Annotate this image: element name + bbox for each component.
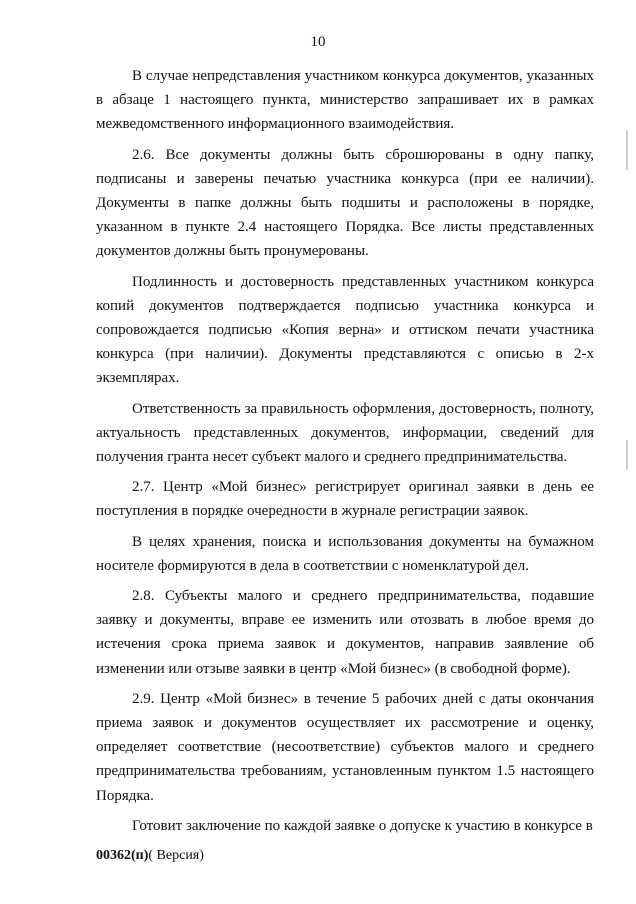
document-footer — [96, 848, 204, 864]
scan-edge-mark — [626, 440, 628, 470]
paragraph-2-6: 2.6. Все документы должны быть сброшюрованы в одну папку, подписаны и заверены печатью участника конкурса (при ее наличии). Документы в папке должны быть подшиты и расположены в порядке, указанном в пункте 2.4 настоящего Порядка. Все листы представленных документов должны быть пронумерованы. — [96, 146, 594, 260]
body-text — [96, 64, 594, 844]
paragraph-2-9: 2.9. Центр «Мой бизнес» в течение 5 рабочих дней с даты окончания приема заявок и документов осуществляет их рассмотрение и оценку, определяет соответствие (несоответствие) субъектов малого и среднего предпринимательства требованиям, установленным пунктом 1.5 настоящего Порядка. — [96, 690, 594, 804]
paragraph-4: Ответственность за правильность оформления, достоверность, полноту, актуальность представленных документов, информации, сведений для получения гранта несет субъект малого и среднего предпринимательства. — [96, 400, 594, 466]
paragraph-1: В случае непредставления участником конкурса документов, указанных в абзаце 1 настоящего пункта, министерство запрашивает их в рамках межведомственного информационного взаимодействия. — [96, 68, 594, 133]
scan-edge-mark — [626, 130, 628, 170]
paragraph-6: В целях хранения, поиска и использования документы на бумажном носителе формируются в дела в соответствии с номенклатурой дел. — [96, 533, 594, 574]
paragraph-2-8: 2.8. Субъекты малого и среднего предпринимательства, подавшие заявку и документы, вправе ее изменить или отозвать в любое время до истечения срока приема заявок и документов, направив заявление об изменении или отзыве заявки в центр «Мой бизнес» (в свободной форме). — [96, 588, 594, 677]
paragraph-3: Подлинность и достоверность представленных участником конкурса копий документов подтверждается подписью участника конкурса и сопровождается подписью «Копия верна» и оттиском печати участника конкурса (при наличии). Документы представляются с описью в 2-х экземплярах. — [96, 273, 594, 387]
paragraph-9: Готовит заключение по каждой заявке о допуске к участию в конкурсе в — [132, 817, 593, 834]
paragraph-2-7: 2.7. Центр «Мой бизнес» регистрирует оригинал заявки в день ее поступления в порядке очередности в журнале регистрации заявок. — [96, 479, 594, 520]
document-code: 00362(п) — [96, 848, 149, 863]
page-number: 10 — [310, 34, 326, 50]
document-version: ( Версия) — [148, 848, 204, 863]
